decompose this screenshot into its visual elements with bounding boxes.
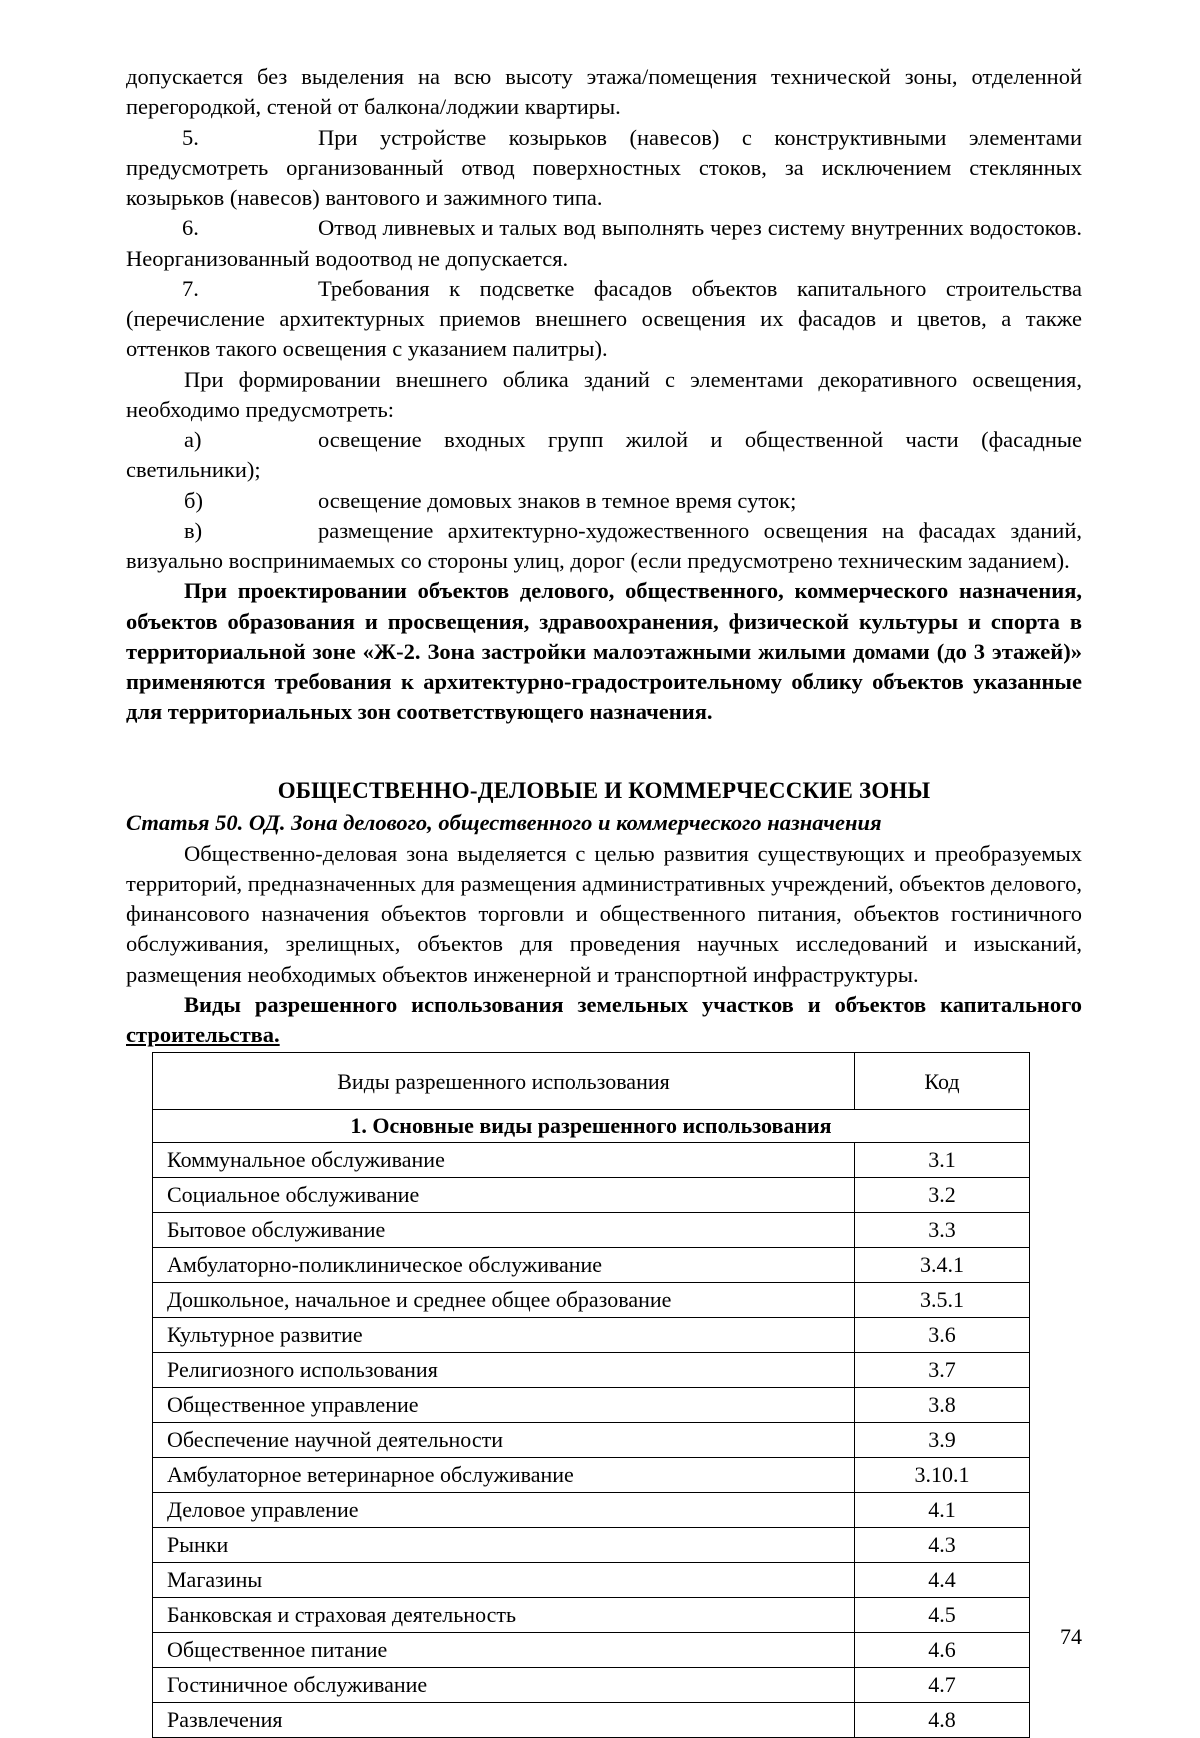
table-row [153,1283,1030,1318]
continuation-paragraph: допускается без выделения на всю высоту этажа/помещения технической зоны, отделенной перегородкой, стеной от балкона/лоджии квартиры. [126,64,1082,120]
table-row [153,1143,1030,1178]
vri-heading-line1: Виды разрешенного использования земельных участков и объектов капитального [184,991,1082,1017]
table-row [153,1353,1030,1388]
table-cell-name: Банковская и страховая деятельность [153,1598,855,1633]
table-row [153,1493,1030,1528]
table-cell-name: Развлечения [153,1703,855,1738]
table-cell-name: Рынки [153,1528,855,1563]
lead-in-paragraph: При формировании внешнего облика зданий с элементами декоративного освещения, необходимо предусмотреть: [126,366,1082,422]
table-cell-name: Амбулаторно-поликлиническое обслуживание [153,1248,855,1283]
table-row [153,1563,1030,1598]
numbered-item-6 [126,213,1082,274]
table-cell-code: 4.6 [855,1633,1030,1668]
table-cell-code: 4.1 [855,1493,1030,1528]
numbered-item-5 [126,123,1082,214]
table-row [153,1668,1030,1703]
table-cell-code: 3.10.1 [855,1458,1030,1493]
table-row [153,1213,1030,1248]
table-row [153,1633,1030,1668]
table-cell-code: 3.3 [855,1213,1030,1248]
page-number: 74 [1060,1624,1082,1649]
table-cell-code: 3.9 [855,1423,1030,1458]
lettered-item-v-text: размещение архитектурно-художественного освещения на фасадах зданий, визуально воспринимаемых со стороны улиц, дорог (если предусмотрено техническим заданием). [126,517,1082,573]
lettered-item-b-text: освещение домовых знаков в темное время суток; [318,487,797,513]
section-heading: ОБЩЕСТВЕННО-ДЕЛОВЫЕ И КОММЕРЧЕССКИЕ ЗОНЫ [277,777,931,803]
table-cell-name: Коммунальное обслуживание [153,1143,855,1178]
table-cell-code: 4.5 [855,1598,1030,1633]
table-cell-name: Общественное управление [153,1388,855,1423]
table-cell-code: 3.1 [855,1143,1030,1178]
table-body [153,1110,1030,1738]
table-row [153,1528,1030,1563]
table-cell-name: Амбулаторное ветеринарное обслуживание [153,1458,855,1493]
table-cell-code: 4.7 [855,1668,1030,1703]
lettered-item-a [126,425,1082,486]
numbered-item-7-text: Требования к подсветке фасадов объектов капитального строительства (перечисление архитектурных приемов внешнего освещения их фасадов и цветов, а также оттенков такого освещения с указанием палитры). [126,275,1082,362]
table-cell-name: Гостиничное обслуживание [153,1668,855,1703]
lettered-item-b [126,486,1082,516]
table-header-code: Код [855,1053,1030,1110]
table-group-row [153,1110,1030,1143]
table-cell-code: 3.4.1 [855,1248,1030,1283]
table-row [153,1598,1030,1633]
lettered-item-v [126,516,1082,577]
lettered-item-v-label: в) [184,517,203,543]
lettered-item-a-label: а) [184,427,202,452]
numbered-item-6-text: Отвод ливневых и талых вод выполнять через систему внутренних водостоков. Неорганизованный водоотвод не допускается. [126,215,1082,271]
table-cell-name: Религиозного использования [153,1353,855,1388]
table-cell-name: Деловое управление [153,1493,855,1528]
table-cell-name: Обеспечение научной деятельности [153,1423,855,1458]
numbered-item-7 [126,274,1082,365]
table-cell-name: Социальное обслуживание [153,1178,855,1213]
permitted-use-table [152,1052,1030,1738]
table-cell-name: Дошкольное, начальное и среднее общее образование [153,1283,855,1318]
numbered-item-6-number: 6. [182,215,199,241]
article-heading: Статья 50. ОД. Зона делового, общественного и коммерческого назначения [126,810,882,836]
table-cell-code: 3.5.1 [855,1283,1030,1318]
table-cell-name: Бытовое обслуживание [153,1213,855,1248]
table-cell-name: Магазины [153,1563,855,1598]
table-cell-code: 4.3 [855,1528,1030,1563]
table-cell-code: 3.2 [855,1178,1030,1213]
vri-heading-line2: строительства. [126,1022,280,1048]
table-row [153,1248,1030,1283]
table-header-name: Виды разрешенного использования [153,1053,855,1110]
article-description-paragraph: Общественно-деловая зона выделяется с целью развития существующих и преобразуемых территорий, предназначенных для размещения административных учреждений, объектов делового, финансового назначения объектов торговли и общественного питания, объектов гостиничного обслуживания, зрелищных, объектов для проведения научных исследований и изысканий, размещения необходимых объектов инженерной и транспортной инфраструктуры. [126,840,1082,987]
table-row [153,1458,1030,1493]
table-cell-code: 3.7 [855,1353,1030,1388]
table-group-label: 1. Основные виды разрешенного использования [153,1110,1030,1143]
table-cell-code: 3.8 [855,1388,1030,1423]
table-row [153,1703,1030,1738]
numbered-item-7-number: 7. [182,275,199,301]
lettered-item-b-label: б) [184,487,203,513]
table-cell-code: 4.4 [855,1563,1030,1598]
table-row [153,1388,1030,1423]
section-spacer [126,728,1082,746]
numbered-item-5-number: 5. [182,124,199,150]
table-header-row [153,1053,1030,1110]
table-cell-code: 3.6 [855,1318,1030,1353]
table-row [153,1423,1030,1458]
bold-requirements-paragraph: При проектировании объектов делового, общественного, коммерческого назначения, объектов образования и просвещения, здравоохранения, физической культуры и спорта в территориальной зоне «Ж-2. Зона застройки малоэтажными жилыми домами (до 3 этажей)» применяются требования к архитектурно-градостроительному облику объектов указанные для территориальных зон соответствующего назначения. [126,578,1082,725]
table-row [153,1318,1030,1353]
table-cell-name: Общественное питание [153,1633,855,1668]
lettered-item-a-text: освещение входных групп жилой и общественной части (фасадные светильники); [126,427,1082,483]
table-row [153,1178,1030,1213]
table-cell-code: 4.8 [855,1703,1030,1738]
document-body [126,62,1082,1738]
numbered-item-5-text: При устройстве козырьков (навесов) с конструктивными элементами предусмотреть организованный отвод поверхностных стоков, за исключением стеклянных козырьков (навесов) вантового и зажимного типа. [126,124,1082,210]
table-cell-name: Культурное развитие [153,1318,855,1353]
table-head [153,1053,1030,1110]
vri-heading [126,990,1082,1051]
